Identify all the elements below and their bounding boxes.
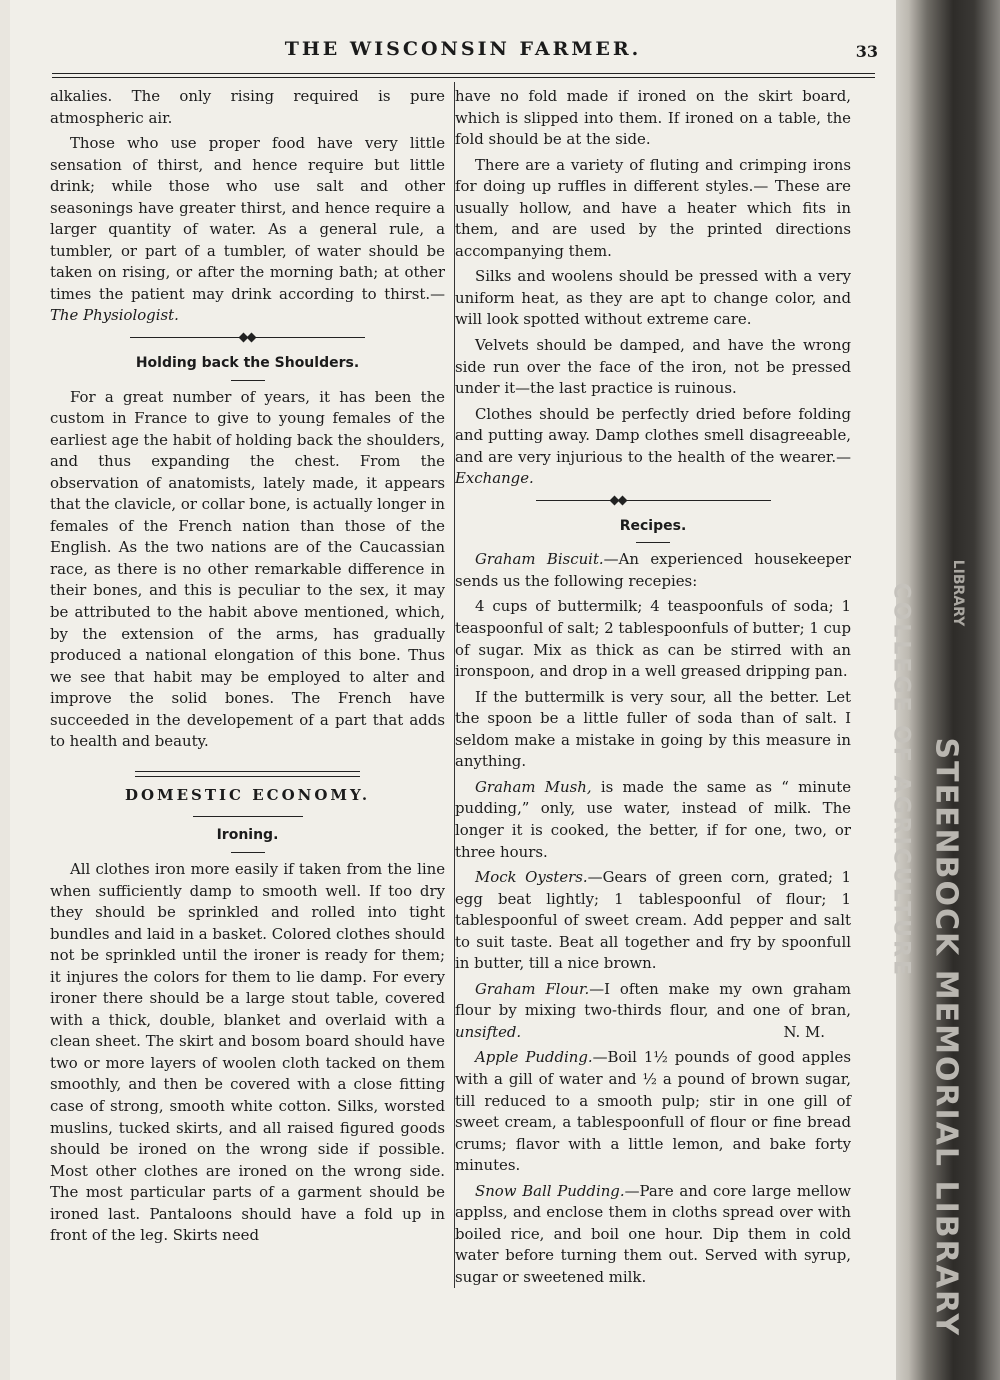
source-exchange: Exchange.	[455, 469, 534, 488]
recipe-title: Apple Pudding.	[475, 1048, 593, 1067]
left-paragraph-2	[50, 133, 445, 327]
source-physiologist: The Physiologist.	[50, 306, 179, 325]
section-double-rule	[135, 771, 360, 777]
recipe-note: If the buttermilk is very sour, all the better. Let the spoon be a little fuller of soda than of salt. I seldom make a mistake in going by this measure in anything.	[455, 687, 851, 771]
section-divider	[130, 333, 365, 343]
section-rule	[193, 816, 303, 817]
recipe-title: Snow Ball Pudding.	[475, 1181, 625, 1200]
right-paragraph-1: have no fold made if ironed on the skirt board, which is slipped into them. If ironed on a table, the fold should be at the side.	[455, 87, 851, 149]
recipe-text: —Pare and core large mellow applss, and enclose them in cloths spread over with boiled rice, and boil one hour. Dip them in cold water before turning them out. Served with syrup, sugar or sweetened milk.	[455, 1181, 851, 1286]
page-number: 33	[855, 42, 878, 61]
left-column	[50, 86, 445, 1247]
recipe-graham-biscuit	[455, 549, 851, 592]
journal-title: THE WISCONSIN FARMER.	[284, 38, 642, 60]
recipe-body: 4 cups of buttermilk; 4 teaspoonfuls of soda; 1 teaspoonful of salt; 2 tablespoonfuls of butter; 1 cup of sugar. Mix as thick as can be stirred with an ironspoon, and drop in a well greased dripping pan.	[455, 597, 851, 681]
recipe-mock-oysters	[455, 867, 851, 975]
recipe-title: Graham Mush,	[475, 777, 592, 796]
heading-underline	[231, 852, 265, 853]
heading-underline	[636, 542, 670, 543]
recipe-graham-flour	[455, 979, 851, 1044]
recipe-text: —Boil 1½ pounds of good apples with a gill of water and ½ a pound of brown sugar, till reduced to a smooth pulp; stir in one gill of sweet cream, a tablespoonfull of flour or fine bread crums; flavor with a little lemon, and bake forty minutes.	[455, 1048, 851, 1175]
clothes-text: Clothes should be perfectly dried before folding and putting away. Damp clothes smell disagreeable, and are very injurious to the health of the wearer.—	[455, 404, 851, 466]
heading-underline	[231, 380, 265, 381]
section-divider	[536, 496, 771, 506]
recipe-snow-ball-pudding	[455, 1181, 851, 1289]
author-initials: N. M.	[783, 1022, 825, 1041]
left-paragraph-4: All clothes iron more easily if taken from the line when sufficiently damp to smooth well. If too dry they should be sprinkled and rolled into tight bundles and laid in a basket. Colored clothes should not be sprinkled until the ironer is ready for them; it injures the colors for them to lie damp. For every ironer there should be a large stout table, covered with a thick, double, blanket and overlaid with a clean sheet. The skirt and bosom board should have two or more layers of woolen cloth tacked on them smoothly, and then be covered with a close fitting case of strong, smooth white cotton. Silks, worsted muslins, tucked skirts, and all raised figured goods should be ironed on the wrong side if possible. Most other clothes are ironed on the wrong side. The most particular parts of a garment should be ironed last. Pantaloons should have a fold up in front of the leg. Skirts need	[50, 859, 445, 1245]
right-paragraph-3: Silks and woolens should be pressed with a very uniform heat, as they are apt to change color, and will look spotted without extreme care.	[455, 267, 851, 329]
recipe-text: —Gears of green corn, grated; 1 egg beat lightly; 1 tablespoonful of flour; 1 tablespoonful of sweet cream. Add pepper and salt to suit taste. Beat all together and fry by spoonfull in butter, till a nice brown.	[455, 868, 852, 973]
right-column	[455, 86, 851, 1288]
left-paragraph-1: alkalies. The only rising required is pure atmospheric air.	[50, 87, 445, 127]
section-domestic-economy: DOMESTIC ECONOMY.	[124, 785, 371, 804]
recipe-text: —I often make my own graham flour by mixing two-thirds flour, and one of bran,	[455, 979, 851, 1020]
thirst-text: Those who use proper food have very little sensation of thirst, and hence require but little drink; while those who use salt and other seasonings have greater thirst, and hence require a larger quantity of water. As a general rule, a tumbler, or part of a tumbler, of water should be taken on rising, or after the morning bath; at other times the patient may drink according to thirst.—	[50, 134, 445, 303]
book-spine	[888, 0, 1000, 1380]
left-paragraph-3: For a great number of years, it has been the custom in France to give to young females of the earliest age the habit of holding back the shoulders, and thus expanding the chest. From the observation of anatomists, lately made, it appears that the clavicle, or collar bone, is actually longer in females of the French nation than those of the English. As the two nations are of the Caucassian race, as there is no other remarkable difference in their bones, and this is peculiar to the sex, it may be attributed to the habit above mentioned, which, by the extension of the arms, has gradually produced a national elongation of this bone. Thus we see that habit may be employed to alter and improve the solid bones. The French have succeeded in the developement of a part that adds to health and beauty.	[50, 387, 445, 751]
right-paragraph-2: There are a variety of fluting and crimping irons for doing up ruffles in different styles.— These are usually hollow, and have a heater which fits in them, and are used by the printed directions accompanying them.	[455, 155, 851, 260]
header-rule	[52, 73, 875, 74]
divider-diamond	[617, 495, 627, 505]
recipe-emphasis: unsifted.	[455, 1022, 522, 1041]
recipe-title: Graham Flour.	[475, 979, 590, 998]
recipe-intro: —An experienced housekeeper sends us the following recepies:	[455, 550, 851, 590]
spine-college-text: COLLEGE OF AGRICULTURE	[888, 582, 914, 978]
heading-ironing: Ironing.	[216, 827, 279, 844]
recipe-graham-mush	[455, 777, 851, 863]
page-header	[48, 38, 878, 68]
spine-college-stamp	[888, 582, 914, 978]
spine-memorial-stamp: STEENBOCK MEMORIAL LIBRARY	[928, 737, 964, 1338]
recipe-apple-pudding	[455, 1047, 851, 1176]
recipe-title: Mock Oysters.	[475, 868, 588, 887]
right-paragraph-5	[455, 404, 851, 490]
right-paragraph-4: Velvets should be damped, and have the wrong side run over the face of the iron, not be pressed under it—the last practice is ruinous.	[455, 336, 851, 398]
heading-recipes: Recipes.	[619, 517, 687, 534]
recipe-text: is made the same as “ minute pudding,” only, use water, instead of milk. The longer it is cooked, the better, if for one, two, or three hours.	[455, 777, 852, 861]
header-rule-second	[52, 77, 875, 78]
recipe-title: Graham Biscuit.	[475, 550, 604, 569]
spine-library-stamp: LIBRARY	[950, 559, 966, 627]
divider-diamond	[247, 333, 257, 343]
heading-shoulders: Holding back the Shoulders.	[135, 355, 360, 372]
